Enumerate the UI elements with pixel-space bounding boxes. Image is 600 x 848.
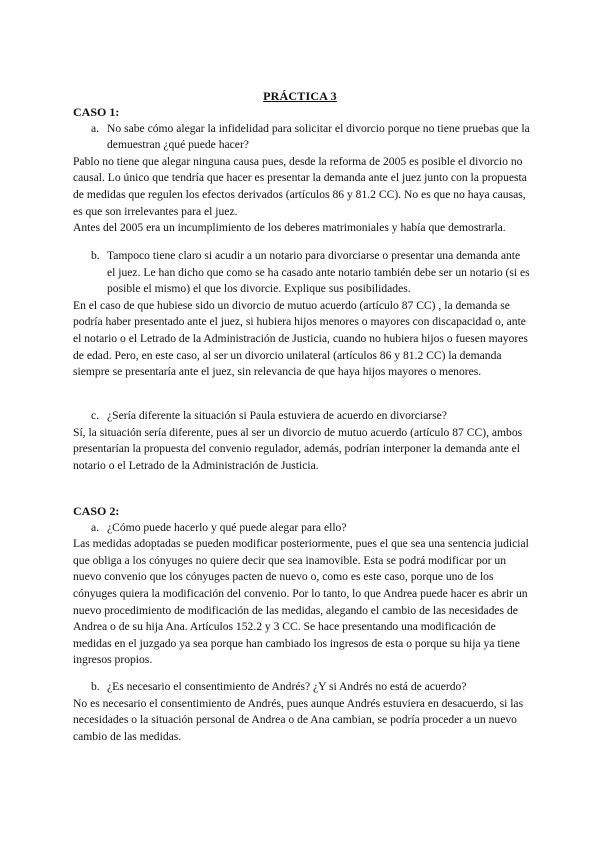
question-marker: b. [91,680,100,693]
page-title: PRÁCTICA 3 [263,89,337,103]
question-marker: a. [91,121,100,135]
question-text: No sabe cómo alegar la infidelidad para solicitar el divorcio porque no tiene pruebas que la demuestran ¿qué puede hacer? [107,121,530,152]
question-text: Tampoco tiene claro si acudir a un notario para divorciarse o presentar una demanda ante el juez. Le han dicho que como se ha casado ante notario también debe ser un notario (si es posible el mismo) el que los divorcie. Explique sus posibilidades. [107,249,530,296]
caso2-answer-b: No es necesario el consentimiento de Andrés, pues aunque Andrés estuviera en desacuerdo, si las necesidades o la situación personal de Andrea o de Ana cambian, se podría proceder a un nuevo cambio de las medidas. [73,696,524,743]
caso1-part-b [73,248,531,381]
caso1-answer-a-1: Pablo no tiene que alegar ninguna causa pues, desde la reforma de 2005 es posible el divorcio no causal. Lo único que tendría que hacer es presentar la demanda ante el juez junto con la propuesta de medidas que regulen los efectos derivados (artículos 86 y 81.2 CC). No es que no haya causas, es que son irrelevantes para el juez. [73,154,527,218]
caso1-question-b [73,248,531,298]
caso2-question-a [73,520,531,537]
caso2-question-b [73,679,531,696]
caso2-section [73,503,531,669]
caso1-question-c [73,408,531,425]
caso1-question-a [73,121,531,154]
question-marker: b. [91,249,100,262]
caso1-answer-b: En el caso de que hubiese sido un divorcio de mutuo acuerdo (artículo 87 CC) , la demanda se podría haber presentado ante el juez, si hubiera hijos menores o mayores con discapacidad o, ante el notario o el Letrado de la Administración de Justicia, cuando no hubiera hijos o fuesen mayores de edad. Pero, en este caso, al ser un divorcio unilateral (artículos 86 y 81.2 CC) la demanda siempre se presentaría ante el juez, sin relevancia de que haya hijos mayores o menores. [73,298,528,379]
caso2-answer-a: Las medidas adoptadas se pueden modificar posteriormente, pues el que sea una sentencia judicial que obliga a los cónyuges no quiere decir que sea inamovible. Esta se podrá modificar por un nuevo convenio que los cónyuges pacten de nuevo o, como es este caso, porque uno de los cónyuges quiera la modificación del convenio. Por lo tanto, lo que Andrea puede hacer es abrir un nuevo procedimiento de modificación de las medidas, alegando el cambio de las necesidades de Andrea o de su hija Ana. Artículos 152.2 y 3 CC. Se hace presentando una modificación de medidas en el juzgado ya sea porque han cambiado los ingresos de esta o porque su hija ya tiene ingresos propios. [73,537,529,667]
caso2-part-b [73,679,531,745]
question-text: ¿Sería diferente la situación si Paula estuviera de acuerdo en divorciarse? [107,409,447,422]
question-text: ¿Es necesario el consentimiento de Andrés? ¿Y si Andrés no está de acuerdo? [107,680,467,693]
caso1-section [73,104,531,237]
caso1-answer-c: Sí, la situación sería diferente, pues al ser un divorcio de mutuo acuerdo (artículo 87 CC), ambos presentarían la propuesta del convenio regulador, además, podrían interponer la demanda ante el notario o el Letrado de la Administración de Justicia. [73,425,523,472]
question-marker: c. [91,409,100,422]
question-text: ¿Cómo puede hacerlo y qué puede alegar para ello? [107,520,347,534]
caso1-answer-a-2: Antes del 2005 era un incumplimiento de los deberes matrimoniales y había que demostrarla. [73,221,506,235]
caso1-heading: CASO 1: [73,105,120,119]
caso1-part-c [73,408,531,474]
question-marker: a. [91,520,100,534]
caso2-heading: CASO 2: [73,504,120,518]
